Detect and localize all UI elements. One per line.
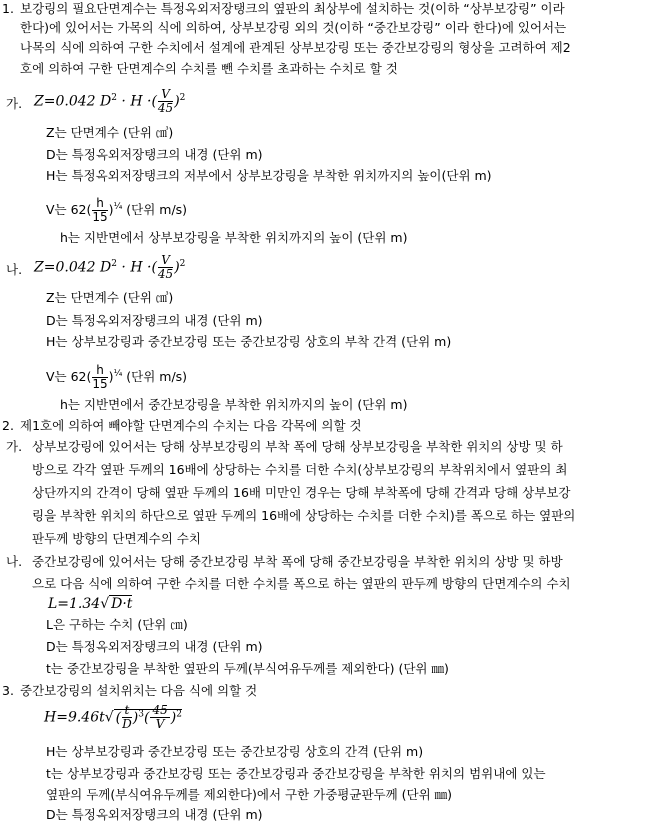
paragraph-line: 방으로 각각 옆판 두께의 16배에 상당하는 수치를 더한 수치(상부보강링의 부착위치에서 옆판의 최 [32,462,568,477]
definition: H는 특정옥외저장탱크의 저부에서 상부보강링을 부착한 위치까지의 높이(단위 m) [46,168,492,183]
definition: Z는 단면계수 (단위 ㎤) [46,290,174,305]
definition: Z는 단면계수 (단위 ㎤) [46,125,174,140]
sub-marker: 나. [6,554,23,569]
item-text: 보강링의 필요단면계수는 특정옥외저장탱크의 옆판의 최상부에 설치하는 것(이하 “상부보강링” 이라 [20,1,565,16]
formula-l: L=1.34√ D·t [48,596,133,612]
paragraph-line: 상부보강링에 있어서는 당해 상부보강링의 부착 폭에 당해 상부보강링을 부착한 위치의 상방 및 하 [32,439,563,454]
definition: t는 중간보강링을 부착한 옆판의 두께(부식여유두께를 제외한다) (단위 ㎜) [46,661,449,676]
definition: L은 구하는 수치 (단위 ㎝) [46,617,188,632]
paragraph-line: 으로 다음 식에 의하여 구한 수치를 더한 수치를 폭으로 하는 옆판의 판두께 방향의 단면계수의 수치 [32,576,571,591]
v-definition: V는 62( $\frac{h}{15}$ )$^{\frac{1}{4}}$ (단위 m/s) [46,363,188,391]
paragraph-line: 상단까지의 간격이 당해 옆판 두께의 16배 미만인 경우는 당해 부착폭에 당해 간격과 당해 상부보강 [32,485,571,500]
paragraph-line: 링을 부착한 위치의 하단으로 옆판 두께의 16배에 상당하는 수치를 더한 수치)를 폭으로 하는 옆판의 [32,508,576,523]
formula-h: H=9.46t√ ( $\frac{t}{D}$ )$^3$( $\frac{45}{V}$ )$^2$ [44,703,182,731]
sub-marker: 나. [6,262,23,277]
formula-z: Z=0.042 $D^2 \cdot H$ ·( $\frac{V}{45}$ )$^2$ [34,253,186,281]
definition: D는 특정옥외저장탱크의 내경 (단위 m) [46,639,263,654]
definition: h는 지반면에서 중간보강링을 부착한 위치까지의 높이 (단위 m) [60,397,408,412]
item-number: 1. [2,1,14,16]
paragraph-line: 중간보강링에 있어서는 당해 중간보강링 부착 폭에 당해 중간보강링을 부착한 위치의 상방 및 하방 [32,554,563,569]
item-text: 중간보강링의 설치위치는 다음 식에 의할 것 [20,683,258,698]
v-definition: V는 62( $\frac{h}{15}$ )$^{\frac{1}{4}}$ (단위 m/s) [46,196,188,224]
item-text: 나목의 식에 의하여 구한 수치에서 설계에 관계된 상부보강링 또는 중간보강링의 형상을 고려하여 제2 [20,40,571,55]
definition: t는 상부보강링과 중간보강링 또는 중간보강링과 중간보강링을 부착한 위치의 범위내에 있는 [46,766,546,781]
item-text: 한다)에 있어서는 가목의 식에 의하여, 상부보강링 외의 것(이하 “중간보강링” 이라 한다)에 있어서는 [20,20,567,35]
item-number: 2. [2,418,14,433]
definition: D는 특정옥외저장탱크의 내경 (단위 m) [46,147,263,162]
paragraph-line: 판두께 방향의 단면계수의 수치 [32,531,201,546]
definition: H는 상부보강링과 중간보강링 또는 중간보강링 상호의 간격 (단위 m) [46,744,424,759]
definition: 옆판의 두께(부식여유두께를 제외한다)에서 구한 가중평균판두께 (단위 ㎜) [46,787,453,802]
item-text: 제1호에 의하여 빼야할 단면계수의 수치는 다음 각목에 의할 것 [20,418,362,433]
definition: D는 특정옥외저장탱크의 내경 (단위 m) [46,807,263,822]
item-number: 3. [2,683,14,698]
sub-marker: 가. [6,96,23,111]
definition: h는 지반면에서 상부보강링을 부착한 위치까지의 높이 (단위 m) [60,230,408,245]
item-text: 호에 의하여 구한 단면계수의 수치를 뺀 수치를 초과하는 수치로 할 것 [20,61,398,76]
definition: D는 특정옥외저장탱크의 내경 (단위 m) [46,313,263,328]
formula-z: Z=0.042 $D^2 \cdot H$ ·( $\frac{V}{45}$ )$^2$ [34,87,186,115]
sub-marker: 가. [6,439,23,454]
definition: H는 상부보강링과 중간보강링 또는 중간보강링 상호의 부착 간격 (단위 m) [46,334,452,349]
